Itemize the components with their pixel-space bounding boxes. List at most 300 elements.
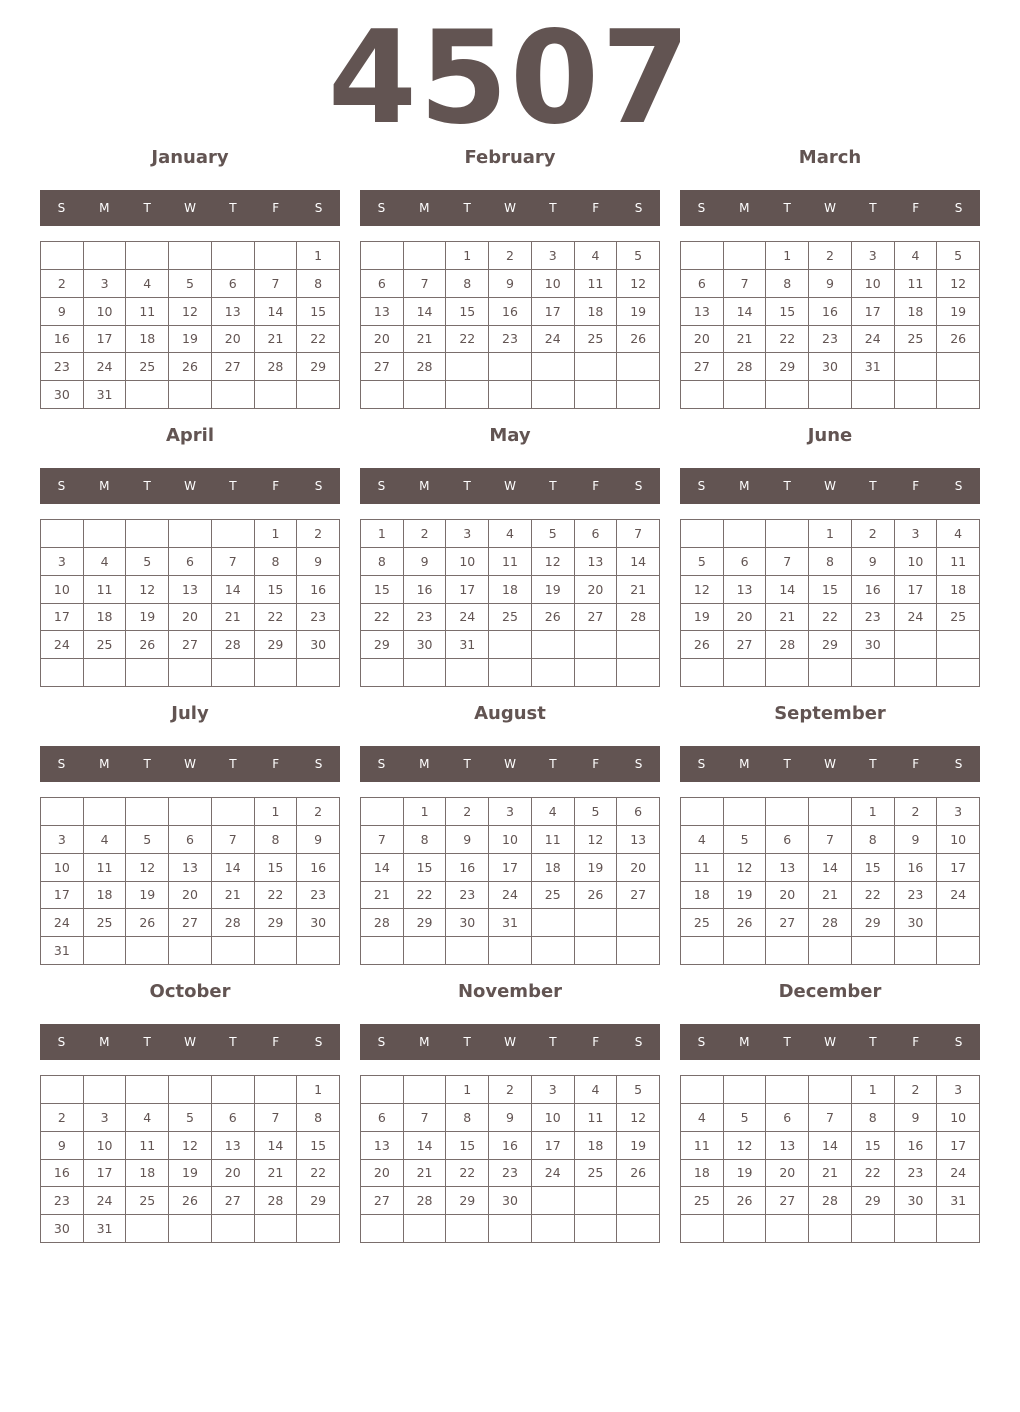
day-cell: 5: [532, 520, 575, 548]
day-cell: [681, 1076, 724, 1104]
day-cell: 12: [724, 1132, 767, 1160]
weekday-label: W: [824, 201, 836, 215]
day-cell: 16: [446, 854, 489, 882]
day-cell: 22: [446, 1160, 489, 1188]
day-cell: [361, 659, 404, 687]
day-cell: 30: [41, 381, 84, 409]
weekday-label: S: [57, 201, 66, 215]
weekday-label: F: [592, 479, 600, 493]
day-cell: 10: [532, 270, 575, 298]
day-cell: 11: [126, 1132, 169, 1160]
day-cell: 19: [532, 576, 575, 604]
weekday-label: T: [463, 1035, 471, 1049]
day-cell: [617, 659, 660, 687]
weekday-label: T: [869, 201, 877, 215]
month-name: October: [149, 981, 231, 1002]
day-cell: [126, 937, 169, 965]
day-cell: 19: [937, 298, 980, 326]
day-cell: [212, 937, 255, 965]
day-cell: 22: [766, 326, 809, 354]
weekday-label: S: [314, 757, 323, 771]
day-cell: 8: [297, 1104, 340, 1132]
day-cell: [84, 242, 127, 270]
day-cell: 17: [41, 604, 84, 632]
weekday-label: T: [869, 757, 877, 771]
day-cell: 9: [895, 826, 938, 854]
day-cell: 13: [212, 298, 255, 326]
day-cell: 9: [852, 548, 895, 576]
day-cell: 4: [937, 520, 980, 548]
day-cell: [937, 381, 980, 409]
day-cell: 16: [489, 1132, 532, 1160]
day-cell: 25: [84, 909, 127, 937]
day-cell: [41, 798, 84, 826]
day-cell: 1: [446, 1076, 489, 1104]
weekday-label: S: [57, 757, 66, 771]
weekday-label: M: [739, 201, 750, 215]
day-cell: [404, 242, 447, 270]
day-cell: 26: [937, 326, 980, 354]
day-cell: 13: [212, 1132, 255, 1160]
day-cell: [617, 631, 660, 659]
day-cell: 22: [361, 604, 404, 632]
day-cell: 14: [255, 298, 298, 326]
day-cell: 19: [169, 326, 212, 354]
day-cell: 14: [809, 1132, 852, 1160]
day-cell: 27: [169, 909, 212, 937]
month-name: November: [457, 981, 563, 1002]
day-cell: 10: [937, 826, 980, 854]
day-cell: 13: [169, 854, 212, 882]
day-cell: [766, 798, 809, 826]
day-cell: 8: [809, 548, 852, 576]
day-cell: 6: [169, 826, 212, 854]
month-name: March: [798, 147, 862, 168]
day-cell: 11: [681, 854, 724, 882]
weekday-label: S: [634, 757, 643, 771]
day-cell: 7: [361, 826, 404, 854]
month-name: June: [807, 425, 853, 446]
day-cell: 11: [84, 854, 127, 882]
day-cell: 14: [212, 854, 255, 882]
day-cell: 12: [617, 270, 660, 298]
weekday-label: S: [377, 479, 386, 493]
day-cell: 26: [617, 1160, 660, 1188]
day-cell: 5: [126, 548, 169, 576]
day-cell: 12: [126, 854, 169, 882]
weekday-label: T: [463, 479, 471, 493]
day-cell: 24: [489, 882, 532, 910]
weekday-label: S: [954, 757, 963, 771]
weekday-label: W: [824, 757, 836, 771]
day-cell: 14: [809, 854, 852, 882]
day-cell: 14: [361, 854, 404, 882]
day-cell: 27: [724, 631, 767, 659]
day-cell: 2: [895, 1076, 938, 1104]
day-cell: [212, 242, 255, 270]
weekday-label: T: [783, 201, 791, 215]
day-cell: 24: [84, 1187, 127, 1215]
day-grid: [360, 797, 660, 965]
day-cell: 4: [84, 548, 127, 576]
day-cell: 4: [532, 798, 575, 826]
day-cell: 22: [297, 1160, 340, 1188]
day-cell: 31: [852, 353, 895, 381]
day-cell: 1: [446, 242, 489, 270]
day-cell: 24: [937, 1160, 980, 1188]
day-cell: 22: [852, 1160, 895, 1188]
weekday-label: T: [229, 757, 237, 771]
day-cell: 23: [446, 882, 489, 910]
day-cell: [937, 937, 980, 965]
day-cell: 13: [681, 298, 724, 326]
day-cell: [446, 381, 489, 409]
day-cell: 20: [212, 326, 255, 354]
day-cell: [84, 937, 127, 965]
day-cell: 4: [126, 1104, 169, 1132]
day-cell: 8: [255, 826, 298, 854]
day-cell: 25: [532, 882, 575, 910]
day-cell: 2: [297, 798, 340, 826]
weekday-label: S: [377, 201, 386, 215]
day-cell: [895, 353, 938, 381]
day-cell: 3: [895, 520, 938, 548]
day-cell: 24: [937, 882, 980, 910]
day-cell: 10: [446, 548, 489, 576]
day-cell: 27: [575, 604, 618, 632]
day-cell: 24: [446, 604, 489, 632]
day-cell: 12: [169, 1132, 212, 1160]
day-cell: [617, 909, 660, 937]
day-cell: [169, 937, 212, 965]
day-cell: [575, 659, 618, 687]
weekday-label: M: [99, 479, 110, 493]
day-cell: [766, 381, 809, 409]
day-cell: 28: [809, 1187, 852, 1215]
day-cell: 28: [212, 631, 255, 659]
weekday-label: M: [419, 201, 430, 215]
day-cell: 26: [126, 909, 169, 937]
day-cell: 20: [766, 1160, 809, 1188]
day-cell: 30: [446, 909, 489, 937]
day-cell: 23: [297, 604, 340, 632]
day-cell: [766, 1076, 809, 1104]
weekday-label: F: [912, 201, 920, 215]
day-cell: [126, 1215, 169, 1243]
day-cell: 19: [724, 882, 767, 910]
day-cell: 28: [404, 1187, 447, 1215]
weekday-label: T: [463, 757, 471, 771]
month-name: May: [489, 425, 531, 446]
day-cell: [489, 659, 532, 687]
day-cell: 24: [895, 604, 938, 632]
day-grid: [680, 241, 980, 409]
weekday-label: T: [549, 201, 557, 215]
weekday-header: [680, 746, 980, 782]
day-cell: 13: [169, 576, 212, 604]
month-name: July: [171, 703, 209, 724]
weekday-header: [40, 1024, 340, 1060]
day-cell: 6: [766, 1104, 809, 1132]
weekday-label: F: [272, 757, 280, 771]
day-cell: 31: [937, 1187, 980, 1215]
weekday-label: S: [377, 1035, 386, 1049]
day-cell: [404, 937, 447, 965]
day-cell: [724, 937, 767, 965]
day-cell: 2: [404, 520, 447, 548]
day-cell: 2: [41, 270, 84, 298]
day-cell: 20: [212, 1160, 255, 1188]
day-cell: 14: [212, 576, 255, 604]
day-cell: 27: [681, 353, 724, 381]
weekday-label: T: [869, 1035, 877, 1049]
day-cell: 19: [126, 604, 169, 632]
day-cell: 25: [84, 631, 127, 659]
day-cell: [681, 242, 724, 270]
day-cell: [937, 631, 980, 659]
day-cell: [617, 937, 660, 965]
day-cell: 7: [212, 548, 255, 576]
day-cell: [255, 937, 298, 965]
weekday-label: W: [504, 201, 516, 215]
day-cell: 3: [937, 798, 980, 826]
weekday-header: [360, 190, 660, 226]
day-cell: 28: [212, 909, 255, 937]
day-cell: 26: [724, 1187, 767, 1215]
day-cell: 4: [681, 1104, 724, 1132]
weekday-label: T: [143, 757, 151, 771]
day-cell: 3: [489, 798, 532, 826]
day-cell: [212, 1215, 255, 1243]
day-cell: [489, 937, 532, 965]
day-cell: 7: [404, 270, 447, 298]
day-cell: [766, 659, 809, 687]
day-cell: 30: [41, 1215, 84, 1243]
day-cell: 18: [937, 576, 980, 604]
day-cell: [126, 520, 169, 548]
day-cell: 22: [255, 604, 298, 632]
day-cell: [681, 381, 724, 409]
day-cell: [532, 1187, 575, 1215]
day-cell: [681, 659, 724, 687]
day-cell: [724, 1215, 767, 1243]
day-cell: 4: [489, 520, 532, 548]
day-cell: [575, 1187, 618, 1215]
day-cell: [169, 242, 212, 270]
day-cell: 23: [297, 882, 340, 910]
day-cell: 21: [212, 882, 255, 910]
day-cell: [895, 937, 938, 965]
day-cell: [255, 242, 298, 270]
day-cell: 4: [126, 270, 169, 298]
day-cell: 30: [404, 631, 447, 659]
day-cell: 11: [575, 270, 618, 298]
day-cell: 6: [575, 520, 618, 548]
weekday-label: M: [739, 1035, 750, 1049]
weekday-label: S: [954, 201, 963, 215]
day-cell: [809, 937, 852, 965]
day-cell: 1: [297, 1076, 340, 1104]
day-grid: [360, 1075, 660, 1243]
day-cell: [766, 937, 809, 965]
weekday-label: F: [272, 479, 280, 493]
day-cell: [126, 798, 169, 826]
day-cell: [489, 353, 532, 381]
day-cell: 25: [937, 604, 980, 632]
day-cell: 16: [489, 298, 532, 326]
weekday-label: T: [229, 479, 237, 493]
weekday-label: S: [634, 479, 643, 493]
day-cell: 8: [852, 1104, 895, 1132]
day-cell: 28: [724, 353, 767, 381]
day-cell: 28: [255, 353, 298, 381]
day-cell: 1: [361, 520, 404, 548]
weekday-label: M: [99, 1035, 110, 1049]
day-cell: 15: [255, 576, 298, 604]
day-cell: [212, 798, 255, 826]
day-cell: 4: [895, 242, 938, 270]
day-cell: 28: [255, 1187, 298, 1215]
weekday-label: W: [824, 1035, 836, 1049]
day-cell: 1: [766, 242, 809, 270]
day-cell: 2: [489, 242, 532, 270]
day-cell: 7: [724, 270, 767, 298]
day-cell: 17: [532, 298, 575, 326]
day-cell: 11: [532, 826, 575, 854]
weekday-label: S: [954, 1035, 963, 1049]
day-cell: 28: [766, 631, 809, 659]
day-cell: 27: [212, 353, 255, 381]
day-cell: [404, 659, 447, 687]
day-cell: 30: [809, 353, 852, 381]
day-cell: 18: [126, 326, 169, 354]
day-cell: 2: [809, 242, 852, 270]
day-cell: [532, 381, 575, 409]
day-cell: 24: [41, 909, 84, 937]
day-cell: [937, 659, 980, 687]
day-cell: [724, 381, 767, 409]
day-cell: 17: [489, 854, 532, 882]
day-cell: 4: [681, 826, 724, 854]
day-cell: [297, 381, 340, 409]
day-cell: 6: [617, 798, 660, 826]
day-cell: 11: [895, 270, 938, 298]
day-cell: 11: [84, 576, 127, 604]
day-cell: [41, 242, 84, 270]
day-cell: [126, 381, 169, 409]
day-cell: [169, 381, 212, 409]
day-cell: 9: [489, 270, 532, 298]
weekday-label: F: [592, 201, 600, 215]
day-cell: 24: [532, 1160, 575, 1188]
day-cell: [895, 381, 938, 409]
weekday-label: F: [592, 757, 600, 771]
day-cell: 8: [446, 1104, 489, 1132]
day-cell: 27: [617, 882, 660, 910]
day-cell: 14: [404, 1132, 447, 1160]
day-cell: 7: [255, 270, 298, 298]
day-cell: [575, 909, 618, 937]
day-grid: [40, 519, 340, 687]
day-cell: 17: [937, 1132, 980, 1160]
day-cell: [361, 242, 404, 270]
day-cell: [532, 937, 575, 965]
day-cell: 19: [681, 604, 724, 632]
day-cell: 13: [766, 1132, 809, 1160]
day-cell: 17: [937, 854, 980, 882]
weekday-label: M: [419, 757, 430, 771]
day-cell: 23: [895, 882, 938, 910]
day-cell: 30: [895, 909, 938, 937]
weekday-label: S: [697, 1035, 706, 1049]
day-cell: 24: [532, 326, 575, 354]
day-cell: 18: [681, 882, 724, 910]
day-cell: 12: [681, 576, 724, 604]
day-cell: 23: [809, 326, 852, 354]
weekday-label: T: [869, 479, 877, 493]
day-cell: 21: [255, 326, 298, 354]
weekday-header: [40, 190, 340, 226]
day-cell: 16: [404, 576, 447, 604]
day-cell: 23: [41, 353, 84, 381]
weekday-header: [680, 1024, 980, 1060]
day-cell: 30: [297, 909, 340, 937]
day-cell: 21: [766, 604, 809, 632]
day-cell: 29: [404, 909, 447, 937]
day-cell: 22: [809, 604, 852, 632]
day-cell: 15: [766, 298, 809, 326]
day-cell: 5: [617, 242, 660, 270]
day-cell: 29: [255, 631, 298, 659]
day-cell: 26: [681, 631, 724, 659]
day-cell: 17: [852, 298, 895, 326]
day-cell: 23: [41, 1187, 84, 1215]
day-cell: 7: [255, 1104, 298, 1132]
day-cell: 15: [446, 1132, 489, 1160]
weekday-label: T: [549, 1035, 557, 1049]
day-cell: 19: [126, 882, 169, 910]
day-cell: 29: [446, 1187, 489, 1215]
day-cell: 21: [724, 326, 767, 354]
day-cell: 5: [169, 270, 212, 298]
day-cell: 3: [532, 242, 575, 270]
day-cell: 21: [404, 326, 447, 354]
day-cell: 19: [575, 854, 618, 882]
day-cell: 5: [724, 826, 767, 854]
day-cell: 15: [809, 576, 852, 604]
weekday-label: M: [99, 757, 110, 771]
day-cell: [724, 798, 767, 826]
day-cell: [681, 798, 724, 826]
day-cell: 9: [489, 1104, 532, 1132]
weekday-label: T: [143, 479, 151, 493]
day-cell: 20: [575, 576, 618, 604]
weekday-label: S: [314, 201, 323, 215]
day-cell: 20: [681, 326, 724, 354]
day-cell: 20: [617, 854, 660, 882]
day-cell: 12: [532, 548, 575, 576]
day-cell: [532, 353, 575, 381]
day-cell: [937, 1215, 980, 1243]
day-cell: [212, 381, 255, 409]
day-cell: 17: [84, 1160, 127, 1188]
day-cell: 30: [852, 631, 895, 659]
day-cell: [809, 659, 852, 687]
day-cell: 4: [575, 1076, 618, 1104]
day-cell: [724, 520, 767, 548]
day-cell: [809, 1215, 852, 1243]
weekday-header: [360, 468, 660, 504]
